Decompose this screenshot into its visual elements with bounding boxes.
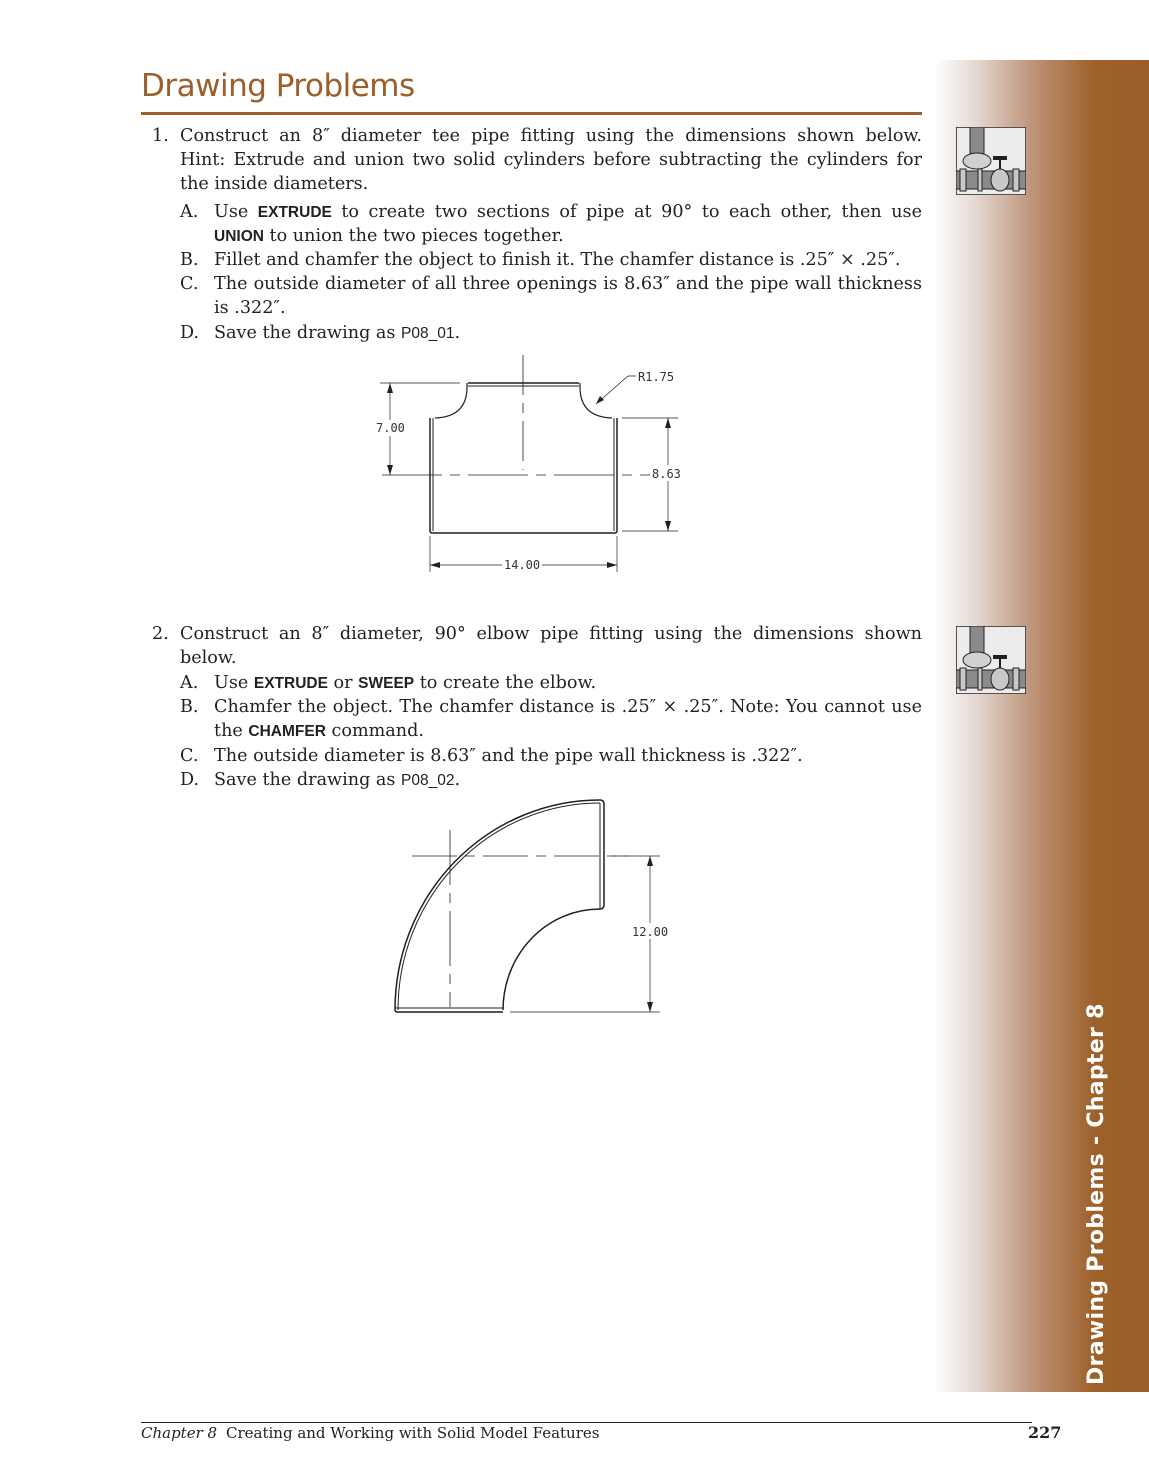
step-text: Save the drawing as P08_01. (214, 323, 461, 343)
step-text: Use EXTRUDE or SWEEP to create the elbow. (214, 673, 597, 693)
command-keyword: SWEEP (358, 675, 415, 692)
problem-text: the inside diameters. (180, 174, 369, 194)
title-rule (141, 112, 922, 115)
step-label: B. (180, 250, 199, 270)
page-number: 227 (1028, 1423, 1062, 1442)
footer-title: Creating and Working with Solid Model Features (226, 1424, 600, 1442)
step-label: B. (180, 697, 199, 717)
step-label: D. (180, 770, 200, 790)
file-name: P08_01 (401, 325, 455, 342)
step-text: The outside diameter is 8.63″ and the pipe wall thickness is .322″. (214, 746, 803, 766)
dim-height: 12.00 (632, 925, 669, 939)
step-text: Chamfer the object. The chamfer distance is .25″ × .25″. Note: You cannot use (214, 697, 922, 717)
problem-number: 1. (152, 126, 169, 146)
problem-text: Construct an 8″ diameter, 90° elbow pipe fitting using the dimensions shown (180, 624, 922, 644)
step-text: Save the drawing as P08_02. (214, 770, 461, 790)
footer-chapter: Chapter 8 (141, 1424, 218, 1442)
sidebar-title: Drawing Problems - Chapter 8 (1084, 1003, 1109, 1385)
step-text: The outside diameter of all three openings is 8.63″ and the pipe wall thickness (214, 274, 922, 294)
pipe-valve-icon (956, 626, 1026, 694)
step-label: D. (180, 323, 200, 343)
dim-height: 7.00 (376, 421, 405, 435)
chapter-sidebar (934, 60, 1149, 1392)
problem-text: Hint: Extrude and union two solid cylinders before subtracting the cylinders for (180, 150, 922, 170)
command-keyword: CHAMFER (248, 723, 326, 740)
step-text: Fillet and chamfer the object to finish it. The chamfer distance is .25″ × .25″. (214, 250, 901, 270)
problem-number: 2. (152, 624, 169, 644)
step-label: A. (180, 673, 199, 693)
dim-radius: R1.75 (638, 370, 675, 384)
file-name: P08_02 (401, 772, 455, 789)
tee-fitting-drawing (360, 350, 710, 580)
step-text: is .322″. (214, 298, 286, 318)
command-keyword: EXTRUDE (253, 675, 328, 692)
elbow-fitting-drawing (390, 795, 680, 1020)
command-keyword: EXTRUDE (257, 204, 332, 221)
step-label: C. (180, 274, 199, 294)
dim-width: 14.00 (504, 558, 541, 572)
step-label: C. (180, 746, 199, 766)
dim-diameter: 8.63 (652, 467, 681, 481)
step-text: the CHAMFER command. (214, 721, 424, 741)
page-title: Drawing Problems (141, 68, 415, 104)
footer-rule (141, 1422, 1032, 1423)
step-text: UNION to union the two pieces together. (214, 226, 564, 246)
problem-text: below. (180, 648, 237, 668)
pipe-valve-icon (956, 127, 1026, 195)
command-keyword: UNION (214, 228, 264, 245)
step-text: Use EXTRUDE to create two sections of pipe at 90° to each other, then use (214, 202, 922, 222)
problem-text: Construct an 8″ diameter tee pipe fitting using the dimensions shown below. (180, 126, 922, 146)
step-label: A. (180, 202, 199, 222)
